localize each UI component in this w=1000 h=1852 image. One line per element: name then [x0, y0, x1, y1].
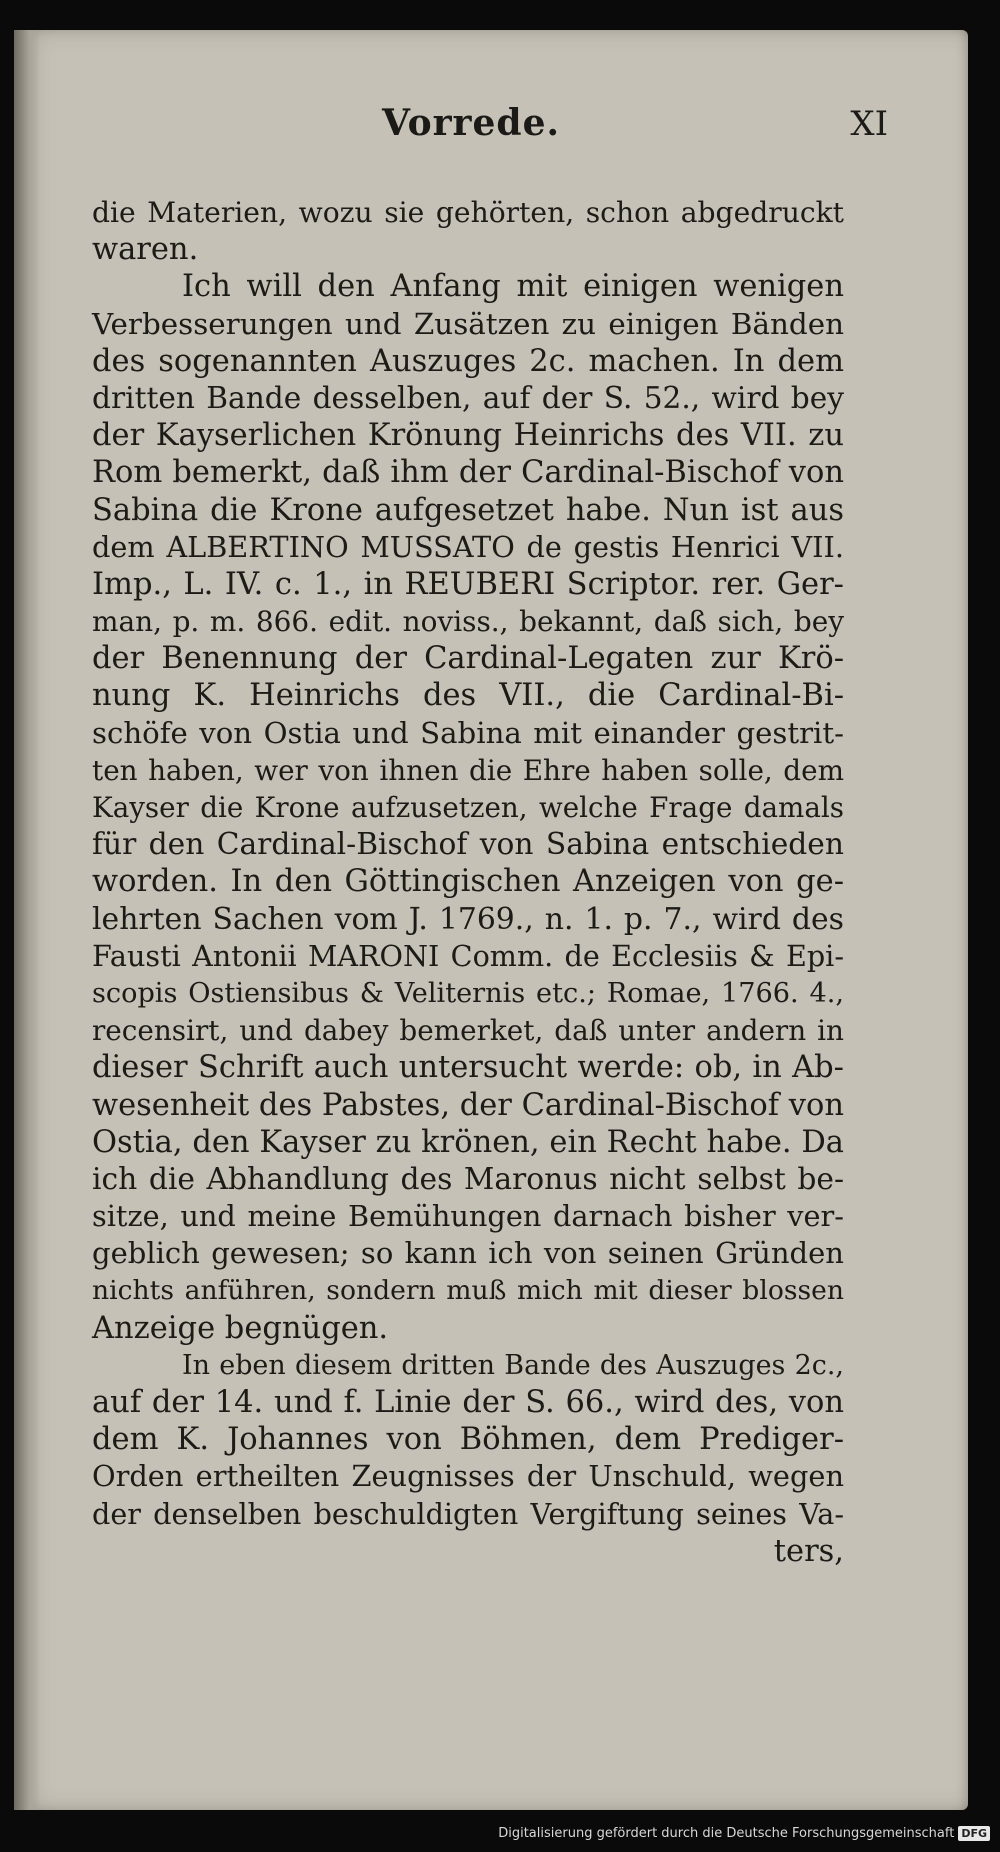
running-title: Vorrede. [381, 102, 561, 144]
text-line: ten haben, wer von ihnen die Ehre haben solle, dem [92, 753, 844, 787]
credit-text: Digitalisierung gefördert durch die Deutsche Forschungsgemeinschaft [498, 1826, 955, 1841]
text-line: dritten Bande desselben, auf der S. 52., wird bey [92, 380, 844, 415]
text-line: Kayser die Krone aufzusetzen, welche Frage damals [92, 791, 844, 824]
text-line: In eben diesem dritten Bande des Auszuges 2c., [182, 1349, 844, 1381]
text-line: Ostia, den Kayser zu krönen, ein Recht habe. Da [92, 1124, 844, 1160]
page-header [94, 102, 888, 152]
book-page [14, 30, 968, 1810]
text-line: sitze, und meine Bemühungen darnach bisher ver- [92, 1199, 844, 1234]
text-line: nung K. Heinrichs des VII., die Cardinal-Bi- [92, 678, 844, 714]
text-line: dieser Schrift auch untersucht werde: ob, in Ab- [92, 1050, 844, 1086]
text-line: Orden ertheilten Zeugnisses der Unschuld, wegen [92, 1459, 844, 1494]
text-line: Imp., L. IV. c. 1., in REUBERI Scriptor. rer. Ger- [92, 566, 844, 602]
text-line: man, p. m. 866. edit. noviss., bekannt, daß sich, bey [92, 605, 844, 639]
text-line: Rom bemerkt, daß ihm der Cardinal-Bischof von [92, 455, 844, 491]
text-line: der Benennung der Cardinal-Legaten zur Krö- [92, 641, 844, 677]
text-line: Anzeige begnügen. [92, 1310, 389, 1346]
body-text [92, 194, 844, 1570]
text-line: ters, [773, 1533, 844, 1569]
text-line: dem ALBERTINO MUSSATO de gestis Henrici VII. [92, 529, 844, 564]
page-number: XI [850, 104, 888, 144]
text-line: scopis Ostiensibus & Veliternis etc.; Romae, 1766. 4., [92, 977, 844, 1009]
text-line: wesenheit des Pabstes, der Cardinal-Bischof von [92, 1087, 844, 1123]
text-line: dem K. Johannes von Böhmen, dem Prediger- [92, 1422, 844, 1458]
text-line: recensirt, und dabey bemerket, daß unter andern in [92, 1014, 844, 1048]
text-line: die Materien, wozu sie gehörten, schon abgedruckt [92, 196, 844, 229]
text-line: für den Cardinal-Bischof von Sabina entschieden [92, 827, 844, 863]
text-line: worden. In den Göttingischen Anzeigen von ge- [92, 864, 844, 900]
text-line: lehrten Sachen vom J. 1769., n. 1. p. 7., wird des [92, 901, 844, 937]
text-line: geblich gewesen; so kann ich von seinen Gründen [92, 1236, 844, 1271]
text-line: nichts anführen, sondern muß mich mit dieser blossen [92, 1275, 844, 1307]
text-line: Ich will den Anfang mit einigen wenigen [182, 269, 844, 305]
text-line: Fausti Antonii MARONI Comm. de Ecclesiis & Epi- [92, 938, 844, 973]
digitization-credit [498, 1826, 990, 1848]
text-line: ich die Abhandlung des Maronus nicht selbst be- [92, 1161, 844, 1197]
text-line: der denselben beschuldigten Vergiftung seines Va- [92, 1496, 844, 1531]
text-line: der Kayserlichen Krönung Heinrichs des VII. zu [92, 418, 844, 454]
dfg-logo-badge: DFG [958, 1826, 990, 1841]
text-line: schöfe von Ostia und Sabina mit einander gestrit- [92, 715, 844, 750]
text-line: des sogenannten Auszuges 2c. machen. In dem [92, 343, 844, 379]
text-line: waren. [92, 232, 199, 268]
text-line: Sabina die Krone aufgesetzet habe. Nun ist aus [92, 492, 844, 528]
text-line: Verbesserungen und Zusätzen zu einigen Bänden [92, 306, 844, 341]
text-line: auf der 14. und f. Linie der S. 66., wird des, von [92, 1385, 844, 1420]
page-gutter-shadow [14, 30, 40, 1810]
